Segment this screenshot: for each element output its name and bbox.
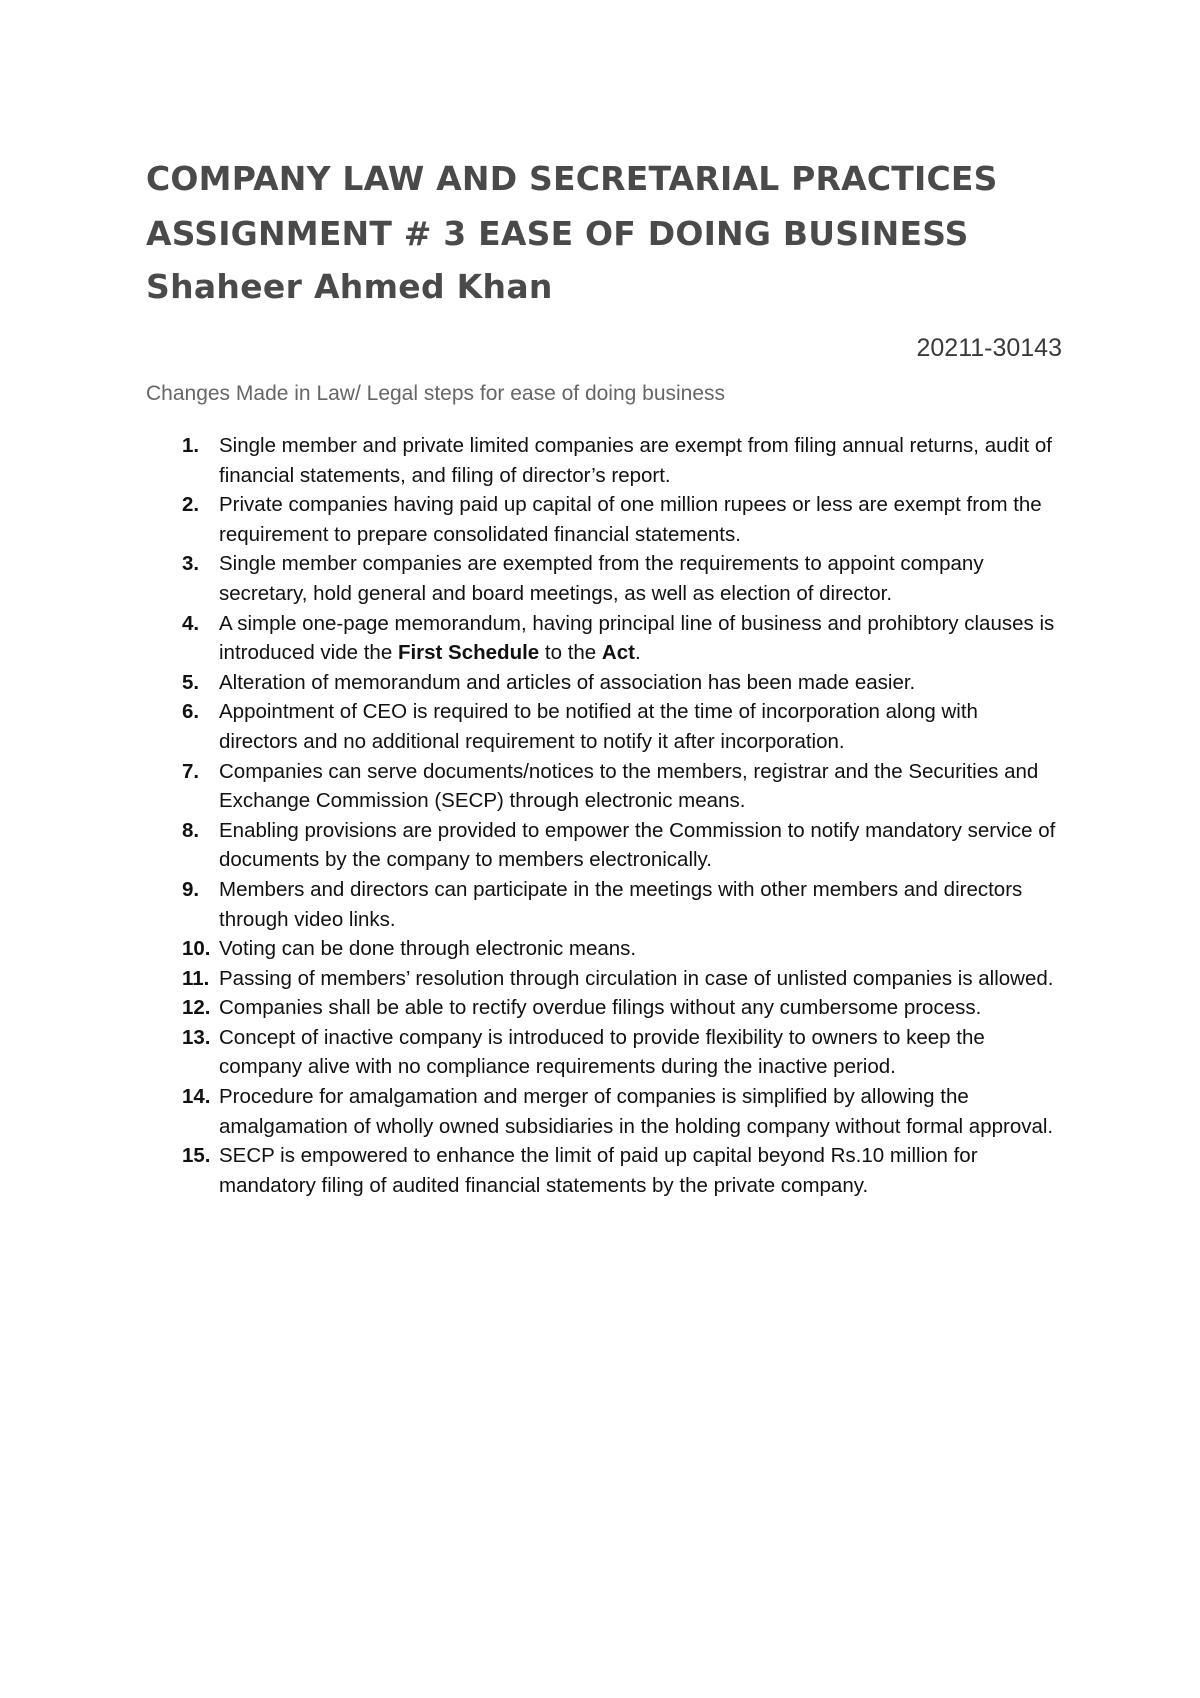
list-item bbox=[146, 1023, 1061, 1082]
list-item-number: 15. bbox=[182, 1144, 211, 1168]
list-item-number: 10. bbox=[182, 937, 211, 961]
changes-list bbox=[146, 431, 1061, 1200]
list-item bbox=[146, 697, 1061, 756]
list-item bbox=[146, 490, 1061, 549]
first-schedule-text: First Schedule bbox=[397, 641, 540, 665]
list-item bbox=[146, 875, 1061, 934]
list-item-text: Voting can be done through electronic means. bbox=[219, 937, 637, 961]
list-item-text: Alteration of memorandum and articles of association has been made easier. bbox=[219, 670, 916, 694]
list-item-number: 14. bbox=[182, 1085, 211, 1109]
list-item-number: 8. bbox=[182, 818, 200, 842]
list-item-number: 7. bbox=[182, 759, 200, 783]
document-body bbox=[146, 158, 1061, 1200]
list-item bbox=[146, 431, 1061, 490]
list-item-text-middle: to the bbox=[539, 641, 602, 665]
list-item-text: Single member companies are exempted from the requirements to appoint company secretary, hold general and board meetings, as well as election of director. bbox=[219, 552, 984, 605]
list-item-number: 12. bbox=[182, 996, 211, 1020]
list-item-number: 4. bbox=[182, 611, 200, 635]
list-item bbox=[146, 757, 1061, 816]
list-item-text: Passing of members’ resolution through circulation in case of unlisted companies is allowed. bbox=[219, 966, 1054, 990]
assignment-title: ASSIGNMENT # 3 EASE OF DOING BUSINESS bbox=[146, 214, 969, 253]
act-text: Act bbox=[601, 641, 635, 665]
list-item bbox=[146, 1082, 1061, 1141]
list-item bbox=[146, 1141, 1061, 1200]
list-item-text: Concept of inactive company is introduced to provide flexibility to owners to keep the company alive with no compliance requirements during the inactive period. bbox=[219, 1025, 985, 1079]
list-item bbox=[146, 934, 1061, 964]
list-item-number: 6. bbox=[182, 700, 200, 724]
list-item-text-end: . bbox=[634, 641, 641, 665]
section-heading: Changes Made in Law/ Legal steps for ease of doing business bbox=[146, 382, 726, 405]
list-item bbox=[146, 668, 1061, 698]
list-item bbox=[146, 993, 1061, 1023]
document-title: COMPANY LAW AND SECRETARIAL PRACTICES bbox=[146, 159, 998, 198]
list-item bbox=[146, 964, 1061, 994]
list-item-text: Appointment of CEO is required to be notified at the time of incorporation along with directors and no additional requirement to notify it after incorporation. bbox=[219, 700, 978, 753]
list-item-number: 2. bbox=[182, 493, 200, 517]
list-item-text: Private companies having paid up capital of one million rupees or less are exempt from the requirement to prepare consolidated financial statements. bbox=[219, 493, 1042, 546]
student-id: 20211-30143 bbox=[916, 334, 1062, 362]
list-item-number: 3. bbox=[182, 552, 200, 576]
list-item bbox=[146, 549, 1061, 608]
list-item-text: SECP is empowered to enhance the limit of paid up capital beyond Rs.10 million for mandatory filing of audited financial statements by the private company. bbox=[219, 1144, 978, 1197]
list-item-text: Procedure for amalgamation and merger of companies is simplified by allowing the amalgamation of wholly owned subsidiaries in the holding company without formal approval. bbox=[219, 1085, 1054, 1138]
list-item-text: Companies can serve documents/notices to the members, registrar and the Securities and Exchange Commission (SECP) through electronic means. bbox=[219, 759, 1039, 813]
list-item bbox=[146, 609, 1061, 668]
list-item bbox=[146, 816, 1061, 875]
list-item-text: Single member and private limited companies are exempt from filing annual returns, audit of financial statements, and filing of director’s report. bbox=[219, 434, 1052, 487]
list-item-text: A simple one-page memorandum, having principal line of business and prohibtory clauses is introduced vide the bbox=[219, 611, 1055, 665]
list-item-number: 9. bbox=[182, 877, 200, 901]
list-item-number: 13. bbox=[182, 1025, 211, 1049]
list-item-number: 5. bbox=[182, 670, 200, 694]
author-name: Shaheer Ahmed Khan bbox=[146, 267, 553, 306]
list-item-text: Members and directors can participate in the meetings with other members and directors through video links. bbox=[219, 877, 1023, 931]
list-item-text: Enabling provisions are provided to empower the Commission to notify mandatory service of documents by the company to members electronically. bbox=[219, 818, 1056, 872]
list-item-number: 1. bbox=[182, 434, 200, 457]
list-item-text: Companies shall be able to rectify overdue filings without any cumbersome process. bbox=[219, 996, 982, 1020]
list-item-number: 11. bbox=[182, 966, 210, 990]
